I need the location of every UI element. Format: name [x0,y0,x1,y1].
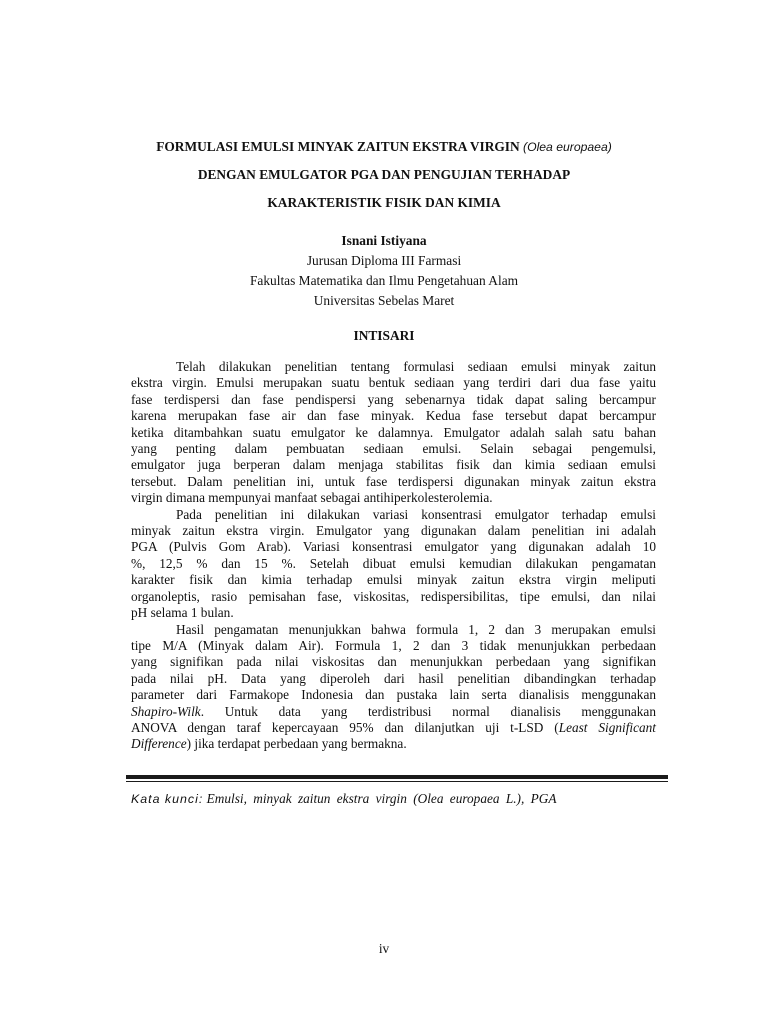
abstract-line: ketika ditambahkan suatu emulgator ke dalamnya. Emulgator adalah salah satu bahan [131,424,656,440]
keywords-text: Emulsi, minyak zaitun ekstra virgin (Olea europaea L.), PGA [206,791,557,806]
section-heading: INTISARI [353,328,415,343]
divider-thin [126,781,668,782]
abstract-paragraph-2 [131,507,656,622]
abstract-line: PGA (Pulvis Gom Arab). Variasi konsentrasi emulgator yang digunakan adalah 10 [131,539,656,555]
title-line-2: DENGAN EMULGATOR PGA DAN PENGUJIAN TERHADAP [197,167,571,182]
keywords-line [131,790,656,808]
abstract-line: tipe M/A (Minyak dalam Air). Formula 1, 2 dan 3 tidak menunjukkan perbedaan [131,637,656,653]
abstract-line: minyak zaitun ekstra virgin. Emulgator yang digunakan dalam penelitian ini adalah [131,523,656,539]
page-number: iv [378,941,390,956]
abstract-line: virgin dimana mempunyai manfaat sebagai antihiperkolesterolemia. [131,490,493,506]
author-faculty: Fakultas Matematika dan Ilmu Pengetahuan Alam [249,273,519,288]
title-line-1 [110,133,658,161]
abstract-line: Difference) jika terdapat perbedaan yang bermakna. [131,736,407,752]
author-university: Universitas Sebelas Maret [313,293,455,308]
abstract-line: Telah dilakukan penelitian tentang formulasi sediaan emulsi minyak zaitun [176,359,656,374]
abstract-line: yang penting dalam pembuatan sediaan emulsi. Selain sebagai pengemulsi, [131,441,656,457]
author-name: Isnani Istiyana [341,233,427,248]
abstract-line: organoleptis, rasio pemisahan fase, viskositas, redispersibilitas, tipe emulsi, dan nilai [131,588,656,604]
abstract-body [131,359,656,753]
abstract-line: ANOVA dengan taraf kepercayaan 95% dan dilanjutkan uji t-LSD (Least Significant [131,719,656,735]
abstract-line: karena merupakan fase air dan fase minyak. Kedua fase tersebut dapat bercampur [131,408,656,424]
title-main-text: FORMULASI EMULSI MINYAK ZAITUN EKSTRA VIRGIN [156,139,520,154]
abstract-line: Pada penelitian ini dilakukan variasi konsentrasi emulgator terhadap emulsi [176,506,656,522]
author-block [110,231,658,311]
italic-term-lsd: Least Significant [558,719,656,735]
abstract-line: emulgator juga berperan dalam menjaga stabilitas fisik dan kimia sediaan emulsi [131,457,656,473]
abstract-paragraph-3 [131,622,656,753]
abstract-paragraph-1 [131,359,656,507]
abstract-line: yang signifikan pada nilai viskositas dan menunjukkan perbedaan yang signifikan [131,654,656,670]
paper-title [110,133,658,217]
title-line-3: KARAKTERISTIK FISIK DAN KIMIA [267,195,501,210]
abstract-line: karakter fisik dan kimia terhadap emulsi minyak zaitun ekstra virgin meliputi [131,572,656,588]
keywords-label: Kata kunci: [131,792,204,806]
abstract-line: Hasil pengamatan menunjukkan bahwa formula 1, 2 dan 3 merupakan emulsi [176,621,656,637]
abstract-line: tersebut. Dalam penelitian ini, untuk fase terdispersi digunakan minyak zaitun ekstra [131,473,656,489]
abstract-line: Shapiro-Wilk. Untuk data yang terdistribusi normal dianalisis menggunakan [131,703,656,719]
abstract-line: ekstra virgin. Emulsi merupakan suatu bentuk sediaan yang terdiri dari dua fase yaitu [131,375,656,391]
abstract-line: pada nilai pH. Data yang diperoleh dari hasil penelitian dibandingkan terhadap [131,670,656,686]
abstract-line: fase terdispersi dan fase pendispersi yang sebenarnya tidak dapat saling bercampur [131,391,656,407]
italic-term-difference: Difference [131,736,187,752]
abstract-line: %, 12,5 % dan 15 %. Setelah dibuat emulsi kemudian dilakukan pengamatan [131,555,656,571]
author-department: Jurusan Diploma III Farmasi [306,253,462,268]
italic-term-shapiro-wilk: Shapiro-Wilk [131,703,201,719]
abstract-line: parameter dari Farmakope Indonesia dan pustaka lain serta dianalisis menggunakan [131,687,656,703]
divider-thick [126,775,668,779]
abstract-line: pH selama 1 bulan. [131,605,234,621]
title-scientific-name: (Olea europaea) [523,140,612,154]
